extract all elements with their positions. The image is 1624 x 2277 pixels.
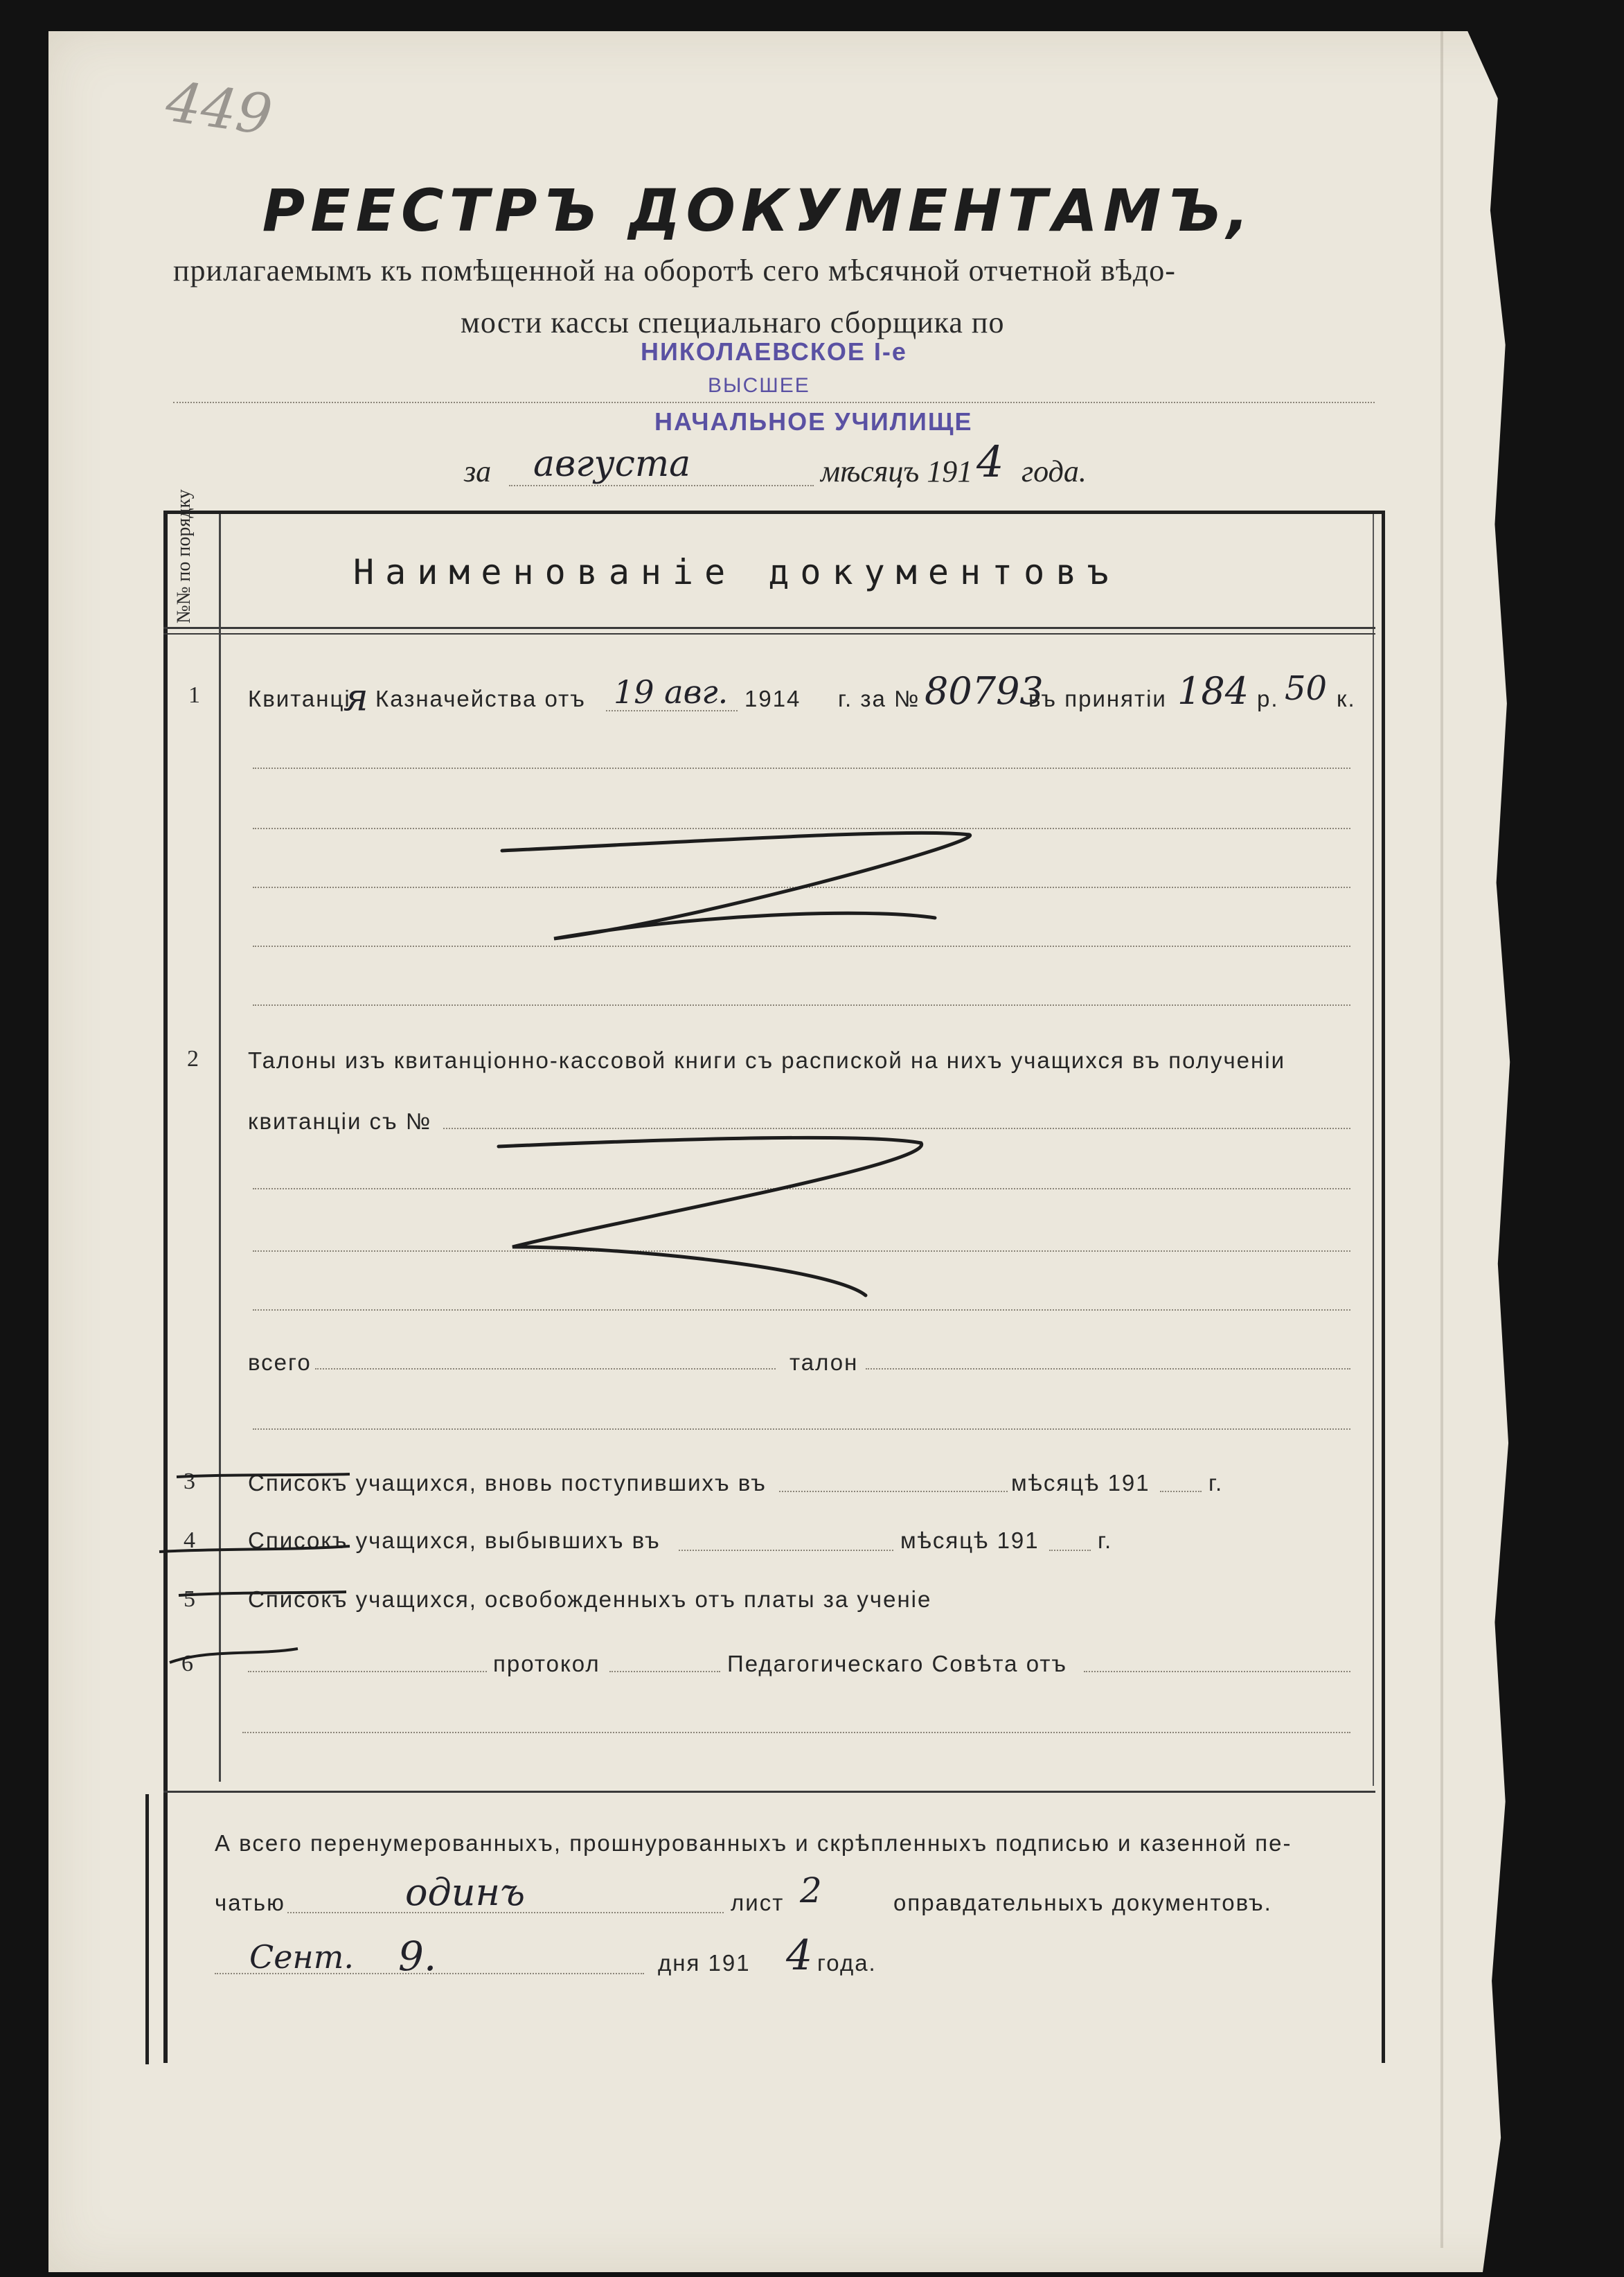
row-4-number: 4 [184, 1527, 195, 1553]
period-month-line [509, 485, 814, 486]
period-suffix: года. [1021, 454, 1087, 488]
row-5-text: Списокъ учащихся, освобожденныхъ отъ платы за ученіе [248, 1586, 932, 1612]
row-1-text-f: р. [1257, 686, 1279, 711]
subtitle-line-1: прилагаемымъ къ помѣщенной на оборотѣ сего мѣсячной отчетной вѣдо- [173, 254, 1176, 287]
row-1-text-a: Квитанці [248, 686, 351, 711]
row-3-number: 3 [184, 1469, 195, 1494]
footer-year-handwritten: 4 [786, 1931, 813, 1980]
row-1-text-g: к. [1337, 686, 1356, 711]
row-1-text-b: Казначейства отъ [375, 686, 586, 711]
row-1-blank-line [253, 1004, 1350, 1006]
row-6-mid-line [609, 1671, 720, 1672]
row-1-blank-line [253, 946, 1350, 947]
row-2-line-1: Талоны изъ квитанціонно-кассовой книги съ распиской на нихъ учащихся въ полученіи [248, 1047, 1286, 1073]
row-6-blank-line [242, 1732, 1350, 1733]
row-6-date-line [1084, 1671, 1350, 1672]
row-1-hand-e: 50 [1285, 669, 1328, 708]
period-year-handwritten: 4 [976, 436, 1004, 487]
footer-day-label: дня 191 [658, 1950, 751, 1976]
row-1-blank-line [253, 828, 1350, 829]
row-2-talon-line [866, 1368, 1350, 1370]
row-1-text-c: 1914 [744, 686, 801, 711]
institution-dotted-line [173, 402, 1375, 403]
school-stamp-line-3: НАЧАЛЬНОЕ УЧИЛИЩЕ [654, 407, 973, 436]
row-2-blank-line [253, 1250, 1350, 1252]
row-6-text-b: Педагогическаго Совѣта отъ [727, 1651, 1068, 1676]
row-3-month-label: мѣсяцѣ 191 [1011, 1470, 1150, 1496]
row-6-text-a: протокол [493, 1651, 600, 1676]
row-3-year-line [1160, 1491, 1202, 1492]
row-5-number: 5 [184, 1586, 195, 1612]
row-1-date-line [606, 710, 738, 711]
row-1-hand-a: я [343, 675, 368, 719]
row-4-text: Списокъ учащихся, выбывшихъ въ [248, 1527, 661, 1553]
row-1-text-e: въ принятіи [1028, 686, 1167, 711]
row-1-hand-b: 19 авг. [614, 673, 729, 711]
footer-year-label: года. [817, 1950, 877, 1976]
row-2-blank-line [253, 1428, 1350, 1430]
row-3-year-suffix: г. [1208, 1470, 1224, 1496]
row-2-line-2: квитанціи съ № [248, 1108, 432, 1134]
footer-sheets-handwritten: 2 [800, 1870, 822, 1911]
paper-fold [1440, 31, 1443, 2248]
row-2-number: 2 [187, 1046, 199, 1072]
row-1-blank-line [253, 887, 1350, 888]
archive-mark: 449 [162, 69, 276, 148]
row-2-blank-line [253, 1188, 1350, 1189]
period-month-handwritten: августа [533, 443, 691, 485]
table-right-border-inner [1373, 511, 1374, 1786]
column-divider [219, 514, 221, 1782]
school-stamp-line-2: ВЫСШЕЕ [708, 374, 810, 397]
document-title: РЕЕСТРЪ ДОКУМЕНТАМЪ, [262, 177, 1255, 245]
row-1-hand-c: 80793 [925, 669, 1044, 713]
row-3-month-line [779, 1491, 1008, 1492]
school-stamp-line-1: НИКОЛАЕВСКОЕ I-е [641, 337, 907, 366]
column-header-name: Наименованіе документовъ [353, 552, 1120, 592]
footer-line-2-prefix: чатью [215, 1890, 285, 1915]
row-2-talon-label: талон [789, 1349, 859, 1375]
footer-line-1: А всего перенумерованныхъ, прошнурованныхъ и скрѣпленныхъ подписью и казенной пе- [215, 1830, 1292, 1856]
table-right-border [1382, 511, 1385, 2063]
period-mid: мѣсяцъ 191 [821, 454, 973, 488]
table-header-rule-2 [163, 633, 1375, 635]
row-2-total-line [315, 1368, 776, 1370]
row-1-hand-d: 184 [1177, 669, 1249, 713]
row-2-blank-line [253, 1309, 1350, 1311]
row-4-year-line [1049, 1550, 1091, 1551]
table-left-border [163, 511, 168, 2063]
row-2-total-label: всего [248, 1349, 312, 1375]
footer-docs-label: оправдательныхъ документовъ. [893, 1890, 1272, 1915]
subtitle-line-2: мости кассы специальнаго сборщика по [461, 305, 1005, 339]
column-header-number: №№ по порядку [173, 489, 195, 623]
table-left-border-outer [145, 1794, 149, 2064]
period-prefix: за [464, 454, 492, 488]
row-4-year-suffix: г. [1098, 1527, 1113, 1553]
footer-list-label: лист [731, 1890, 785, 1915]
row-6-lead-line [248, 1671, 487, 1672]
row-1-number: 1 [188, 682, 200, 708]
row-6-number: 6 [181, 1651, 193, 1676]
row-2-number-line [443, 1128, 1350, 1129]
table-header-rule [163, 627, 1375, 629]
row-1-blank-line [253, 768, 1350, 769]
row-4-month-line [679, 1550, 893, 1551]
footer-month-handwritten: Сент. [249, 1938, 354, 1976]
footer-count-handwritten: одинъ [405, 1870, 526, 1914]
row-1-text-d: г. за № [838, 686, 920, 711]
row-4-month-label: мѣсяцѣ 191 [900, 1527, 1039, 1553]
table-bottom-rule [163, 1791, 1375, 1793]
table-top-border [163, 511, 1385, 514]
footer-date-line [215, 1973, 644, 1974]
footer-day-handwritten: 9. [398, 1933, 437, 1980]
row-3-text: Списокъ учащихся, вновь поступившихъ въ [248, 1470, 767, 1496]
